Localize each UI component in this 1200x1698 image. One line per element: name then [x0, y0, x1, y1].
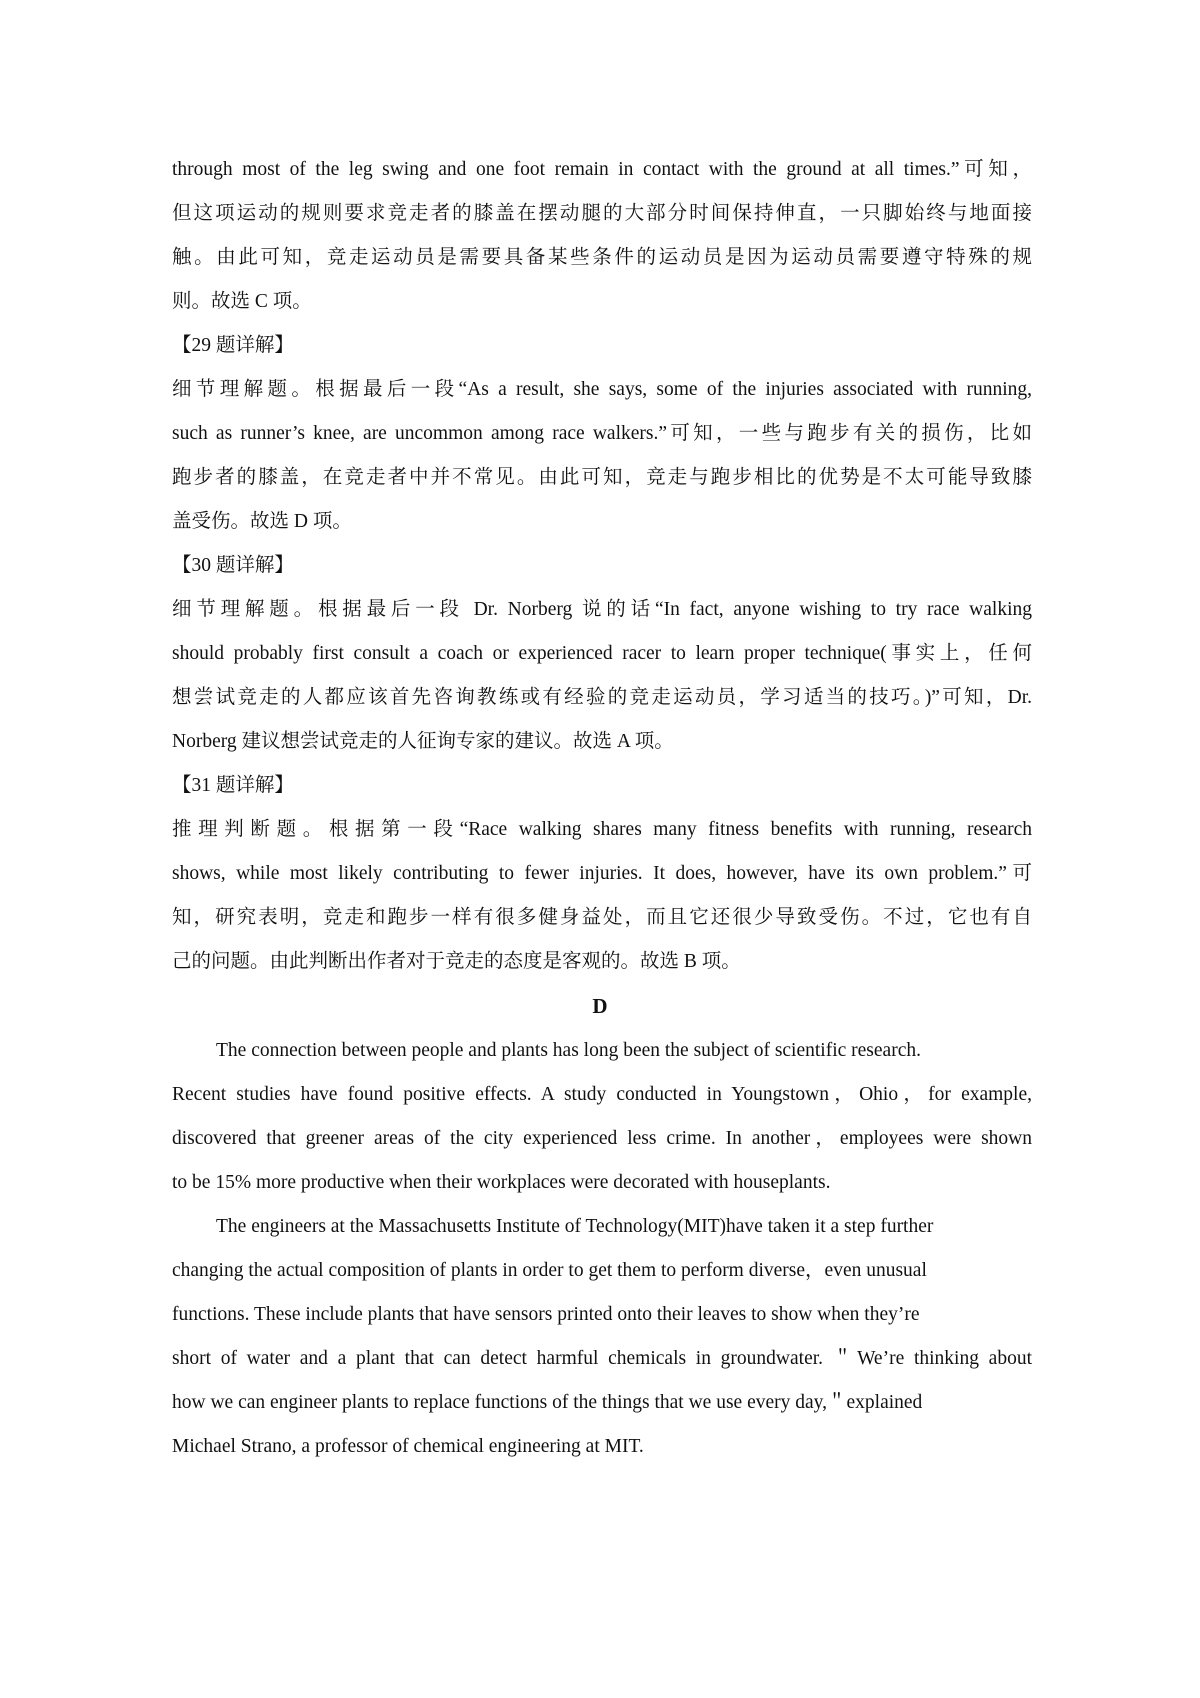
text-line: Norberg 建议想尝试竞走的人征询专家的建议。故选 A 项。: [172, 731, 674, 752]
text-line: such as runner’s knee, are uncommon among race walkers.”可知，一些与跑步有关的损伤，比如: [172, 423, 1032, 444]
passage-heading: D: [592, 994, 608, 1018]
section-heading-31: 【31 题详解】: [172, 775, 294, 796]
text-line: Recent studies have found positive effects. A study conducted in Youngstown，Ohio，for example,: [172, 1084, 1032, 1105]
text-line: The engineers at the Massachusetts Institute of Technology(MIT)have taken it a step further: [216, 1216, 934, 1237]
text-line: 想尝试竞走的人都应该首先咨询教练或有经验的竞走运动员，学习适当的技巧。)”可知，Dr.: [172, 687, 1032, 708]
text-line: short of water and a plant that can detect harmful chemicals in groundwater. ＂We’re thinking about: [172, 1348, 1032, 1369]
text-line: 触。由此可知，竞走运动员是需要具备某些条件的运动员是因为运动员需要遵守特殊的规: [172, 247, 1032, 268]
text-line: Michael Strano, a professor of chemical engineering at MIT.: [172, 1436, 644, 1457]
text-line: 知，研究表明，竞走和跑步一样有很多健身益处，而且它还很少导致受伤。不过，它也有自: [172, 907, 1032, 928]
text-line: 推理判断题。根据第一段“Race walking shares many fitness benefits with running, research: [172, 819, 1032, 840]
text-line: changing the actual composition of plants in order to get them to perform diverse，even unusual: [172, 1260, 927, 1281]
text-line: 盖受伤。故选 D 项。: [172, 511, 352, 532]
text-line: 跑步者的膝盖，在竞走者中并不常见。由此可知，竞走与跑步相比的优势是不太可能导致膝: [172, 467, 1032, 488]
text-line: to be 15% more productive when their workplaces were decorated with houseplants.: [172, 1172, 831, 1193]
text-line: The connection between people and plants has long been the subject of scientific research.: [216, 1040, 921, 1061]
text-line: discovered that greener areas of the city experienced less crime. In another，employees were shown: [172, 1128, 1032, 1149]
text-line: through most of the leg swing and one foot remain in contact with the ground at all times.”可知，: [172, 159, 1032, 180]
text-line: should probably first consult a coach or experienced racer to learn proper technique(事实上，任何: [172, 643, 1032, 664]
text-line: 细节理解题。根据最后一段“As a result, she says, some of the injuries associated with running,: [172, 379, 1032, 400]
text-line: 己的问题。由此判断出作者对于竞走的态度是客观的。故选 B 项。: [172, 951, 741, 972]
section-heading-29: 【29 题详解】: [172, 335, 294, 356]
section-heading-30: 【30 题详解】: [172, 555, 294, 576]
text-line: 则。故选 C 项。: [172, 291, 312, 312]
text-line: 细节理解题。根据最后一段 Dr. Norberg 说的话“In fact, anyone wishing to try race walking: [172, 599, 1032, 620]
text-line: 但这项运动的规则要求竞走者的膝盖在摆动腿的大部分时间保持伸直，一只脚始终与地面接: [172, 203, 1032, 224]
text-line: functions. These include plants that have sensors printed onto their leaves to show when they’re: [172, 1304, 920, 1325]
text-line: how we can engineer plants to replace functions of the things that we use every day,＂explained: [172, 1392, 923, 1413]
text-line: shows, while most likely contributing to fewer injuries. It does, however, have its own problem.”可: [172, 863, 1032, 884]
